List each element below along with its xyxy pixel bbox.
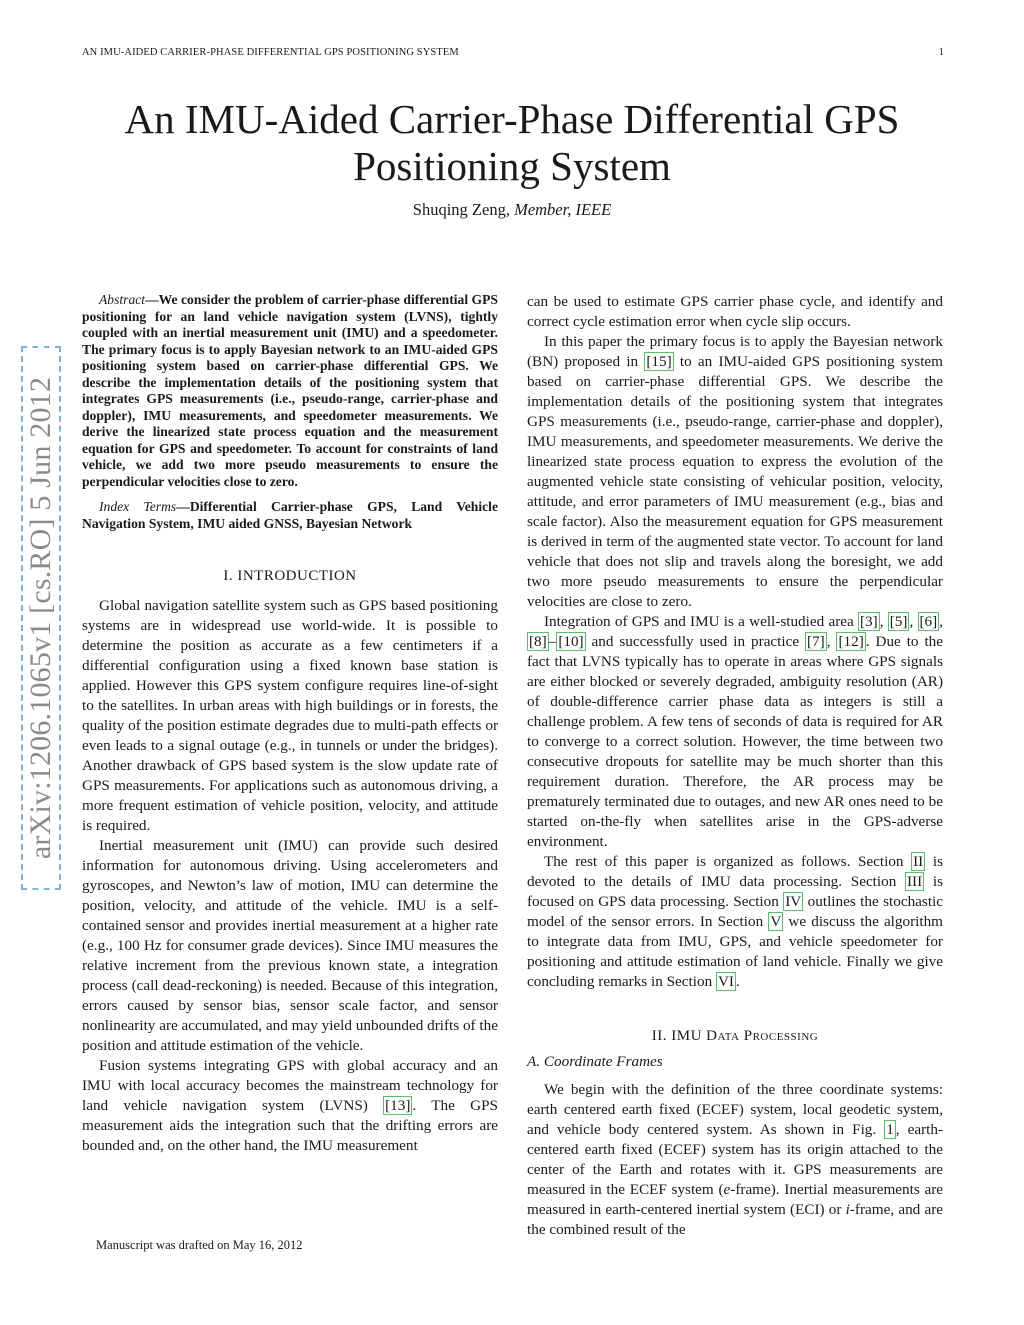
math-symbol: i (845, 1201, 850, 1218)
text-run: we discuss the algorithm to integrate data from IMU, GPS, and vehicle speedometer for positioning and attitude estimation of land vehicle. Finally we give concluding remarks in Section (527, 913, 943, 990)
arxiv-id: arXiv:1206.1065v1 [cs.RO] 5 Jun 2012 (24, 376, 57, 860)
text-run: is focused on GPS data processing. Section (527, 873, 943, 910)
left-column (82, 292, 498, 1156)
section-link[interactable]: VI (717, 973, 734, 990)
citation-link[interactable]: [13] (385, 1097, 411, 1114)
intro-paragraph-2: Inertial measurement unit (IMU) can provide such desired information for autonomous driving. Using accelerometers and gyroscopes, and Newton’s law of motion, IMU can determine the position, velocity, and attitude of the vehicle. IMU is a self-contained sensor and provides inertial measurement at a higher rate (e.g., 100 Hz for consumer grade devices). Since IMU measures the relative increment from the previous known state, a integration process (call dead-reckoning) is needed. Because of this integration, errors caused by sensor bias, sensor scale factor, and sensor nonlinearity are accumulated, and may yield unbounded drifts of the position and attitude estimation of the vehicle. (82, 837, 498, 1054)
right-column (527, 292, 943, 1240)
intro-paragraph-4 (527, 332, 943, 612)
index-terms (82, 499, 498, 532)
text-run: , (879, 613, 888, 630)
text-run: We begin with the definition of the three coordinate systems: earth centered earth fixed (ECEF) system, local geodetic system, and vehicle body centered system. As shown in Fig. (527, 1081, 943, 1138)
text-run: , earth-centered earth fixed (ECEF) system has its origin attached to the center of the Earth and rotates with it. GPS measurements are measured in the ECEF system ( (527, 1121, 943, 1198)
intro-paragraph-5 (527, 612, 943, 852)
arxiv-stamp (21, 346, 61, 890)
text-run: , (909, 613, 918, 630)
text-run: and successfully used in practice (585, 633, 806, 650)
intro-paragraph-6 (527, 852, 943, 992)
coordinate-frames-paragraph (527, 1080, 943, 1240)
text-run: is devoted to the details of IMU data processing. Section (527, 853, 943, 890)
text-run: In this paper the primary focus is to apply the Bayesian network (BN) proposed in (527, 333, 943, 370)
author-affiliation: Member, IEEE (514, 200, 612, 219)
author-name: Shuqing Zeng, (412, 200, 510, 219)
citation-link[interactable]: [15] (646, 353, 672, 370)
subsection-heading: A. Coordinate Frames (527, 1053, 663, 1070)
text-run: – (548, 633, 557, 650)
citation-link[interactable]: [8] (529, 633, 547, 650)
text-run: -frame, and are the combined result of the (527, 1201, 943, 1238)
title-line-1: An IMU-Aided Carrier-Phase Differential GPS (124, 96, 900, 142)
math-symbol: e (723, 1181, 731, 1198)
text-run: . Due to the fact that LVNS typically has to operate in areas where GPS signals are either blocked or severely degraded, ambiguity resolution (AR) of double-difference carrier phase data as integers is still a challenge problem. A few tens of seconds of data is required for AR to converge to a correct solution. However, the time between two consecutive dropouts for satellite may be much shorter than this requirement duration. Therefore, the AR process may be prematurely terminated due to outages, and new AR ones need to be started on-the-fly when satellites arise in the GPS-adverse environment. (527, 633, 943, 850)
section-heading-imu (527, 1026, 943, 1046)
intro-paragraph-1: Global navigation satellite system such as GPS based positioning systems are in widespread use world-wide. It is possible to determine the position as accurate as a few centimeters if a differential configuration using a fixed known base station is applied. However this GPS system configure requires line-of-sight to the satellites. In urban areas with high buildings or in forests, the quality of the position estimate degrades due to multi-path effects or even leads to a signal outage (e.g., in tunnels or under the bridges). Another drawback of GPS based system is the slow update rate of GPS measurements. For applications such as autonomous driving, a more frequent estimation of vehicle position, velocity, and attitude is required. (82, 597, 498, 834)
section-title: IMU Data Processing (671, 1028, 819, 1044)
title-line-2: Positioning System (353, 143, 671, 189)
section-link[interactable]: V (770, 913, 782, 930)
intro-paragraph-3 (82, 1056, 498, 1156)
abstract (82, 292, 498, 490)
citation-link[interactable]: [12] (838, 633, 864, 650)
text-run: Fusion systems integrating GPS with global accuracy and an IMU with local accuracy becomes the mainstream technology for land vehicle navigation system (LVNS) (82, 1057, 498, 1114)
running-header (82, 47, 944, 58)
footnote: Manuscript was drafted on May 16, 2012 (96, 1238, 303, 1252)
text-run: . (736, 973, 740, 990)
citation-link[interactable]: [6] (919, 613, 938, 630)
figure-link[interactable]: 1 (886, 1121, 894, 1138)
text-run: , (826, 633, 837, 650)
section-number: II. (651, 1028, 672, 1044)
author-line (0, 200, 1024, 220)
text-run: , (939, 613, 944, 630)
paper-title (0, 96, 1024, 190)
citation-link[interactable]: [7] (807, 633, 825, 650)
citation-link[interactable]: [5] (889, 613, 908, 630)
text-run: Integration of GPS and IMU is a well-studied area (544, 613, 858, 630)
text-run: outlines the stochastic model of the sensor errors. In Section (527, 893, 943, 930)
section-link[interactable]: II (913, 853, 924, 870)
text-run: . The GPS measurement aids the integration such that the drifting errors are bounded and, on the other hand, the IMU measurement (82, 1097, 498, 1154)
text-run: to an IMU-aided GPS positioning system based on carrier-phase differential GPS. We describe the implementation details of the positioning system that integrates GPS measurements (i.e., pseudo-range, carrier-phase and doppler), IMU measurements, and speedometer measurements. We derive the linearized state process equation to express the evolution of the augmented vehicle state consisting of vehicular position, velocity, attitude, and error parameters of IMU measurement (e.g., bias and scale factor). Also the measurement equation for GPS measurement is derived in term of the augmented state vector. To account for land vehicle that does not slip and travels along the boresight, we add two more pseudo measurements to ensure the perpendicular velocities are close to zero. (527, 353, 943, 610)
page-number: 1 (938, 47, 944, 58)
citation-link[interactable]: [3] (859, 613, 878, 630)
section-heading-introduction: I. INTRODUCTION (223, 568, 357, 584)
running-title: AN IMU-AIDED CARRIER-PHASE DIFFERENTIAL GPS POSITIONING SYSTEM (82, 47, 459, 58)
section-link[interactable]: IV (785, 893, 802, 910)
index-terms-text: —Differential Carrier-phase GPS, Land Vehicle Navigation System, IMU aided GNSS, Bayesian Network (82, 499, 498, 531)
text-run: -frame). Inertial measurements are measured in earth-centered inertial system (ECI) or (527, 1181, 943, 1218)
intro-paragraph-3-continued: can be used to estimate GPS carrier phase cycle, and identify and correct cycle estimation error when cycle slip occurs. (527, 293, 943, 330)
abstract-label: Abstract (99, 292, 146, 307)
abstract-text: —We consider the problem of carrier-phase differential GPS positioning for an land vehicle navigation system (LVNS), tightly coupled with an inertial measurement unit (IMU) and a speedometer. The primary focus is to apply Bayesian network to an IMU-aided GPS positioning system based on carrier-phase differential GPS. We describe the implementation details of the positioning system that integrates GPS measurements (i.e., pseudo-range, carrier-phase and doppler), IMU measurements, and speedometer measurements. We derive the linearized state process equation and the measurement equation for GPS and speedometer. To account for constraints of land vehicle, we add two more pseudo measurements to ensure the perpendicular velocities close to zero. (82, 292, 498, 489)
index-terms-label: Index Terms (99, 499, 177, 514)
section-link[interactable]: III (907, 873, 923, 890)
citation-link[interactable]: [10] (558, 633, 584, 650)
text-run: The rest of this paper is organized as follows. Section (544, 853, 912, 870)
